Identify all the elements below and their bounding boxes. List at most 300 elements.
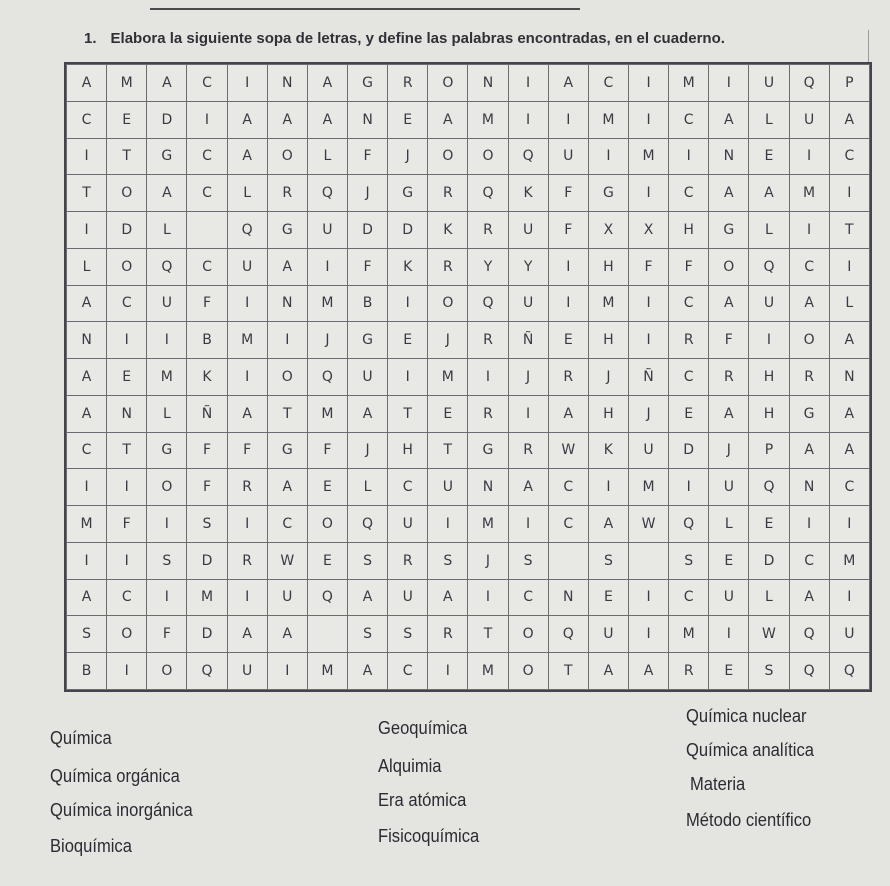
grid-cell: G [789, 395, 829, 432]
grid-cell: I [187, 101, 227, 138]
grid-cell: U [347, 359, 387, 396]
grid-cell: M [468, 653, 508, 690]
grid-cell: C [187, 248, 227, 285]
grid-cell: F [347, 138, 387, 175]
grid-cell: M [227, 322, 267, 359]
grid-cell: I [669, 469, 709, 506]
grid-cell: F [227, 432, 267, 469]
grid-cell: G [588, 175, 628, 212]
grid-cell: C [669, 285, 709, 322]
grid-cell: Q [468, 285, 508, 322]
grid-cell: U [428, 469, 468, 506]
grid-cell: U [508, 285, 548, 322]
grid-cell: R [468, 395, 508, 432]
grid-cell: R [548, 359, 588, 396]
top-rule [150, 8, 580, 10]
grid-cell: R [428, 175, 468, 212]
grid-cell: J [388, 138, 428, 175]
grid-cell: I [628, 322, 668, 359]
grid-cell: O [468, 138, 508, 175]
instruction [84, 30, 725, 47]
grid-cell: L [347, 469, 387, 506]
grid-cell [307, 616, 347, 653]
grid-row [67, 359, 870, 396]
grid-cell: A [347, 653, 387, 690]
grid-row [67, 101, 870, 138]
grid-cell: A [227, 395, 267, 432]
grid-cell: C [388, 469, 428, 506]
grid-row [67, 506, 870, 543]
grid-cell: A [428, 101, 468, 138]
word-item: Fisicoquímica [378, 826, 480, 846]
grid-cell: X [628, 212, 668, 249]
grid-cell: U [227, 653, 267, 690]
grid-cell: Q [307, 359, 347, 396]
grid-cell: M [628, 469, 668, 506]
grid-cell: I [628, 616, 668, 653]
grid-cell: J [347, 432, 387, 469]
grid-cell: A [267, 469, 307, 506]
grid-cell: S [749, 653, 789, 690]
grid-cell: R [388, 542, 428, 579]
grid-cell: R [428, 248, 468, 285]
grid-cell: I [789, 212, 829, 249]
grid-cell: C [829, 469, 869, 506]
grid-cell: O [107, 175, 147, 212]
grid-cell: R [227, 469, 267, 506]
grid-cell: I [829, 506, 869, 543]
grid-cell: I [388, 285, 428, 322]
grid-cell: N [468, 65, 508, 102]
grid-cell: Q [789, 616, 829, 653]
grid-cell: A [829, 101, 869, 138]
grid-cell: K [428, 212, 468, 249]
grid-cell: H [588, 248, 628, 285]
grid-cell: G [468, 432, 508, 469]
grid-cell: Q [749, 248, 789, 285]
grid-cell: M [669, 65, 709, 102]
grid-cell: A [428, 579, 468, 616]
grid-cell: M [107, 65, 147, 102]
grid-cell: R [508, 432, 548, 469]
grid-cell: C [187, 175, 227, 212]
word-item: Método científico [686, 810, 812, 830]
grid-cell: A [347, 395, 387, 432]
grid-cell: T [67, 175, 107, 212]
grid-cell: M [307, 395, 347, 432]
grid-cell: N [709, 138, 749, 175]
word-item: Era atómica [378, 790, 467, 810]
grid-cell: A [829, 395, 869, 432]
grid-cell: C [829, 138, 869, 175]
grid-cell: Q [548, 616, 588, 653]
grid-cell: J [428, 322, 468, 359]
grid-cell: N [548, 579, 588, 616]
grid-cell: A [749, 175, 789, 212]
grid-cell: S [669, 542, 709, 579]
grid-cell: D [347, 212, 387, 249]
grid-cell: M [468, 101, 508, 138]
grid-cell: A [67, 579, 107, 616]
grid-row [67, 653, 870, 690]
grid-cell: G [147, 138, 187, 175]
grid-cell: O [508, 653, 548, 690]
grid-cell: C [789, 248, 829, 285]
word-item: Materia [690, 774, 746, 794]
grid-cell: L [829, 285, 869, 322]
grid-cell: Q [468, 175, 508, 212]
grid-cell: M [588, 285, 628, 322]
grid-cell: I [67, 138, 107, 175]
grid-cell: Q [508, 138, 548, 175]
word-item: Bioquímica [50, 836, 132, 856]
grid-cell: C [107, 285, 147, 322]
grid-cell: L [147, 212, 187, 249]
grid-cell: I [669, 138, 709, 175]
grid-cell: A [588, 506, 628, 543]
grid-cell: Ñ [628, 359, 668, 396]
grid-cell: A [267, 616, 307, 653]
grid-cell: T [468, 616, 508, 653]
grid-cell: T [829, 212, 869, 249]
grid-cell: S [347, 542, 387, 579]
grid-cell [187, 212, 227, 249]
grid-cell: O [428, 285, 468, 322]
grid-cell: L [147, 395, 187, 432]
grid-cell: I [789, 138, 829, 175]
grid-cell: I [267, 322, 307, 359]
grid-cell: H [749, 395, 789, 432]
grid-cell: B [347, 285, 387, 322]
grid-cell: A [789, 579, 829, 616]
grid-cell: S [347, 616, 387, 653]
grid-cell: I [107, 542, 147, 579]
grid-cell: U [388, 506, 428, 543]
grid-cell: U [829, 616, 869, 653]
grid-cell: W [548, 432, 588, 469]
grid-cell: L [749, 579, 789, 616]
grid-cell: O [428, 138, 468, 175]
grid-cell: M [147, 359, 187, 396]
grid-cell: M [628, 138, 668, 175]
grid-cell: U [508, 212, 548, 249]
grid-cell: T [267, 395, 307, 432]
grid-cell: F [307, 432, 347, 469]
grid-cell: U [588, 616, 628, 653]
grid-cell: R [709, 359, 749, 396]
grid-cell: S [588, 542, 628, 579]
grid-cell: F [347, 248, 387, 285]
grid-cell: I [307, 248, 347, 285]
grid-cell: A [67, 285, 107, 322]
grid-cell: I [147, 322, 187, 359]
grid-cell: I [468, 579, 508, 616]
grid-cell: I [628, 285, 668, 322]
grid-cell: N [829, 359, 869, 396]
grid-cell: I [829, 579, 869, 616]
grid-cell: G [347, 65, 387, 102]
grid-cell: W [628, 506, 668, 543]
grid-row [67, 579, 870, 616]
grid-cell: O [107, 616, 147, 653]
grid-cell: C [669, 579, 709, 616]
grid-cell: I [67, 469, 107, 506]
grid-row [67, 138, 870, 175]
grid-cell: I [428, 653, 468, 690]
grid-cell: H [388, 432, 428, 469]
grid-cell: C [67, 432, 107, 469]
grid-cell: I [749, 322, 789, 359]
grid-cell: S [428, 542, 468, 579]
grid-cell: U [548, 138, 588, 175]
grid-cell: I [388, 359, 428, 396]
grid-cell: U [749, 65, 789, 102]
grid-cell: Q [749, 469, 789, 506]
grid-cell: S [147, 542, 187, 579]
grid-cell: M [829, 542, 869, 579]
grid-cell: E [588, 579, 628, 616]
grid-cell: A [829, 322, 869, 359]
grid-cell: D [187, 616, 227, 653]
grid-cell: I [147, 506, 187, 543]
grid-cell: N [267, 65, 307, 102]
grid-row [67, 285, 870, 322]
grid-cell: I [67, 542, 107, 579]
grid-row [67, 395, 870, 432]
grid-cell: F [628, 248, 668, 285]
grid-cell: M [428, 359, 468, 396]
grid-cell: H [749, 359, 789, 396]
grid-cell: K [508, 175, 548, 212]
grid-row [67, 175, 870, 212]
grid-cell: C [187, 138, 227, 175]
grid-cell: G [347, 322, 387, 359]
grid-cell: C [267, 506, 307, 543]
grid-cell: R [267, 175, 307, 212]
grid-cell: I [588, 138, 628, 175]
grid-row [67, 65, 870, 102]
grid-cell: M [67, 506, 107, 543]
grid-cell: U [267, 579, 307, 616]
grid-cell: D [147, 101, 187, 138]
grid-cell: A [789, 432, 829, 469]
grid-cell: N [468, 469, 508, 506]
grid-cell: I [428, 506, 468, 543]
grid-cell: I [829, 248, 869, 285]
grid-cell: I [829, 175, 869, 212]
grid-row [67, 542, 870, 579]
grid-cell: O [508, 616, 548, 653]
grid-cell: A [508, 469, 548, 506]
grid-cell: S [508, 542, 548, 579]
word-item: Química [50, 728, 112, 748]
grid-cell: J [307, 322, 347, 359]
grid-cell: M [588, 101, 628, 138]
grid-cell: U [628, 432, 668, 469]
word-item: Química analítica [686, 740, 814, 760]
grid-cell: C [789, 542, 829, 579]
grid-cell: K [388, 248, 428, 285]
grid-cell: O [428, 65, 468, 102]
grid-cell: F [147, 616, 187, 653]
grid-cell: I [709, 616, 749, 653]
grid-cell: Q [789, 65, 829, 102]
grid-cell: I [147, 579, 187, 616]
grid-cell: C [548, 506, 588, 543]
grid-cell: E [107, 359, 147, 396]
grid-cell: I [628, 579, 668, 616]
grid-cell: I [548, 248, 588, 285]
grid-cell: F [548, 175, 588, 212]
grid-cell: C [669, 101, 709, 138]
grid-cell: Q [147, 248, 187, 285]
word-item: Química inorgánica [50, 800, 193, 820]
grid-cell: F [548, 212, 588, 249]
grid-cell: H [669, 212, 709, 249]
grid-cell: C [669, 175, 709, 212]
grid-cell: I [588, 469, 628, 506]
grid-cell: B [187, 322, 227, 359]
grid-cell: E [749, 138, 789, 175]
grid-cell: P [829, 65, 869, 102]
grid-cell: Y [468, 248, 508, 285]
grid-cell: I [508, 101, 548, 138]
grid-cell: I [548, 285, 588, 322]
grid-cell: I [508, 395, 548, 432]
grid-cell: J [347, 175, 387, 212]
grid-cell: C [508, 579, 548, 616]
grid-cell: F [669, 248, 709, 285]
grid-cell: O [147, 469, 187, 506]
grid-cell: Q [307, 579, 347, 616]
grid-cell: I [107, 469, 147, 506]
grid-cell: A [307, 101, 347, 138]
grid-cell: E [428, 395, 468, 432]
grid-cell: I [227, 65, 267, 102]
grid-cell: Q [789, 653, 829, 690]
grid-cell: U [709, 469, 749, 506]
grid-cell: A [628, 653, 668, 690]
grid-cell: A [147, 175, 187, 212]
grid-cell: C [67, 101, 107, 138]
grid-cell: I [628, 101, 668, 138]
grid-cell: L [709, 506, 749, 543]
grid-cell: O [267, 138, 307, 175]
grid-cell: I [628, 65, 668, 102]
grid-cell: B [67, 653, 107, 690]
grid-cell: C [187, 65, 227, 102]
grid-cell: M [789, 175, 829, 212]
word-search-grid [64, 62, 872, 692]
grid-cell: F [187, 469, 227, 506]
grid-cell: A [67, 65, 107, 102]
grid-cell: U [307, 212, 347, 249]
grid-cell: K [187, 359, 227, 396]
grid-cell: G [267, 432, 307, 469]
grid-cell: L [227, 175, 267, 212]
grid-cell: O [107, 248, 147, 285]
grid-cell: A [789, 285, 829, 322]
word-search-table [66, 64, 870, 690]
grid-cell: J [588, 359, 628, 396]
grid-cell: Y [508, 248, 548, 285]
grid-row [67, 248, 870, 285]
word-item: Química orgánica [50, 766, 180, 786]
grid-cell: J [628, 395, 668, 432]
grid-cell: O [307, 506, 347, 543]
grid-cell: L [749, 212, 789, 249]
grid-row [67, 469, 870, 506]
grid-cell: A [267, 101, 307, 138]
grid-cell: E [709, 542, 749, 579]
grid-cell: R [428, 616, 468, 653]
grid-cell: Q [227, 212, 267, 249]
grid-cell: E [548, 322, 588, 359]
grid-cell: M [669, 616, 709, 653]
grid-cell: H [588, 395, 628, 432]
grid-cell: R [468, 212, 508, 249]
grid-cell: S [67, 616, 107, 653]
word-item: Química nuclear [686, 706, 807, 726]
grid-row [67, 432, 870, 469]
grid-cell: E [307, 542, 347, 579]
grid-cell: A [548, 65, 588, 102]
grid-cell: N [789, 469, 829, 506]
grid-cell: A [307, 65, 347, 102]
grid-cell: C [669, 359, 709, 396]
grid-cell: I [227, 359, 267, 396]
grid-cell: A [267, 248, 307, 285]
grid-cell: S [388, 616, 428, 653]
grid-cell: I [628, 175, 668, 212]
grid-cell: I [468, 359, 508, 396]
grid-cell: I [227, 285, 267, 322]
grid-cell: A [829, 432, 869, 469]
grid-cell: G [388, 175, 428, 212]
grid-cell: T [107, 432, 147, 469]
grid-cell: R [468, 322, 508, 359]
grid-cell: I [107, 322, 147, 359]
grid-cell: S [187, 506, 227, 543]
grid-cell: A [709, 101, 749, 138]
grid-cell: A [67, 359, 107, 396]
grid-cell: F [107, 506, 147, 543]
grid-cell: N [267, 285, 307, 322]
grid-cell: L [307, 138, 347, 175]
grid-cell: R [388, 65, 428, 102]
grid-cell: I [227, 506, 267, 543]
grid-cell: Q [307, 175, 347, 212]
grid-cell: A [709, 285, 749, 322]
grid-cell: A [227, 101, 267, 138]
grid-row [67, 212, 870, 249]
word-item: Alquimia [378, 756, 442, 776]
grid-cell: W [749, 616, 789, 653]
grid-cell: C [388, 653, 428, 690]
grid-cell: C [107, 579, 147, 616]
grid-cell: G [147, 432, 187, 469]
grid-cell: D [187, 542, 227, 579]
grid-cell: U [749, 285, 789, 322]
grid-cell: C [588, 65, 628, 102]
grid-cell: P [749, 432, 789, 469]
grid-cell: Q [829, 653, 869, 690]
grid-cell: D [107, 212, 147, 249]
grid-cell: I [267, 653, 307, 690]
grid-cell [548, 542, 588, 579]
grid-cell: M [307, 285, 347, 322]
grid-cell: A [548, 395, 588, 432]
